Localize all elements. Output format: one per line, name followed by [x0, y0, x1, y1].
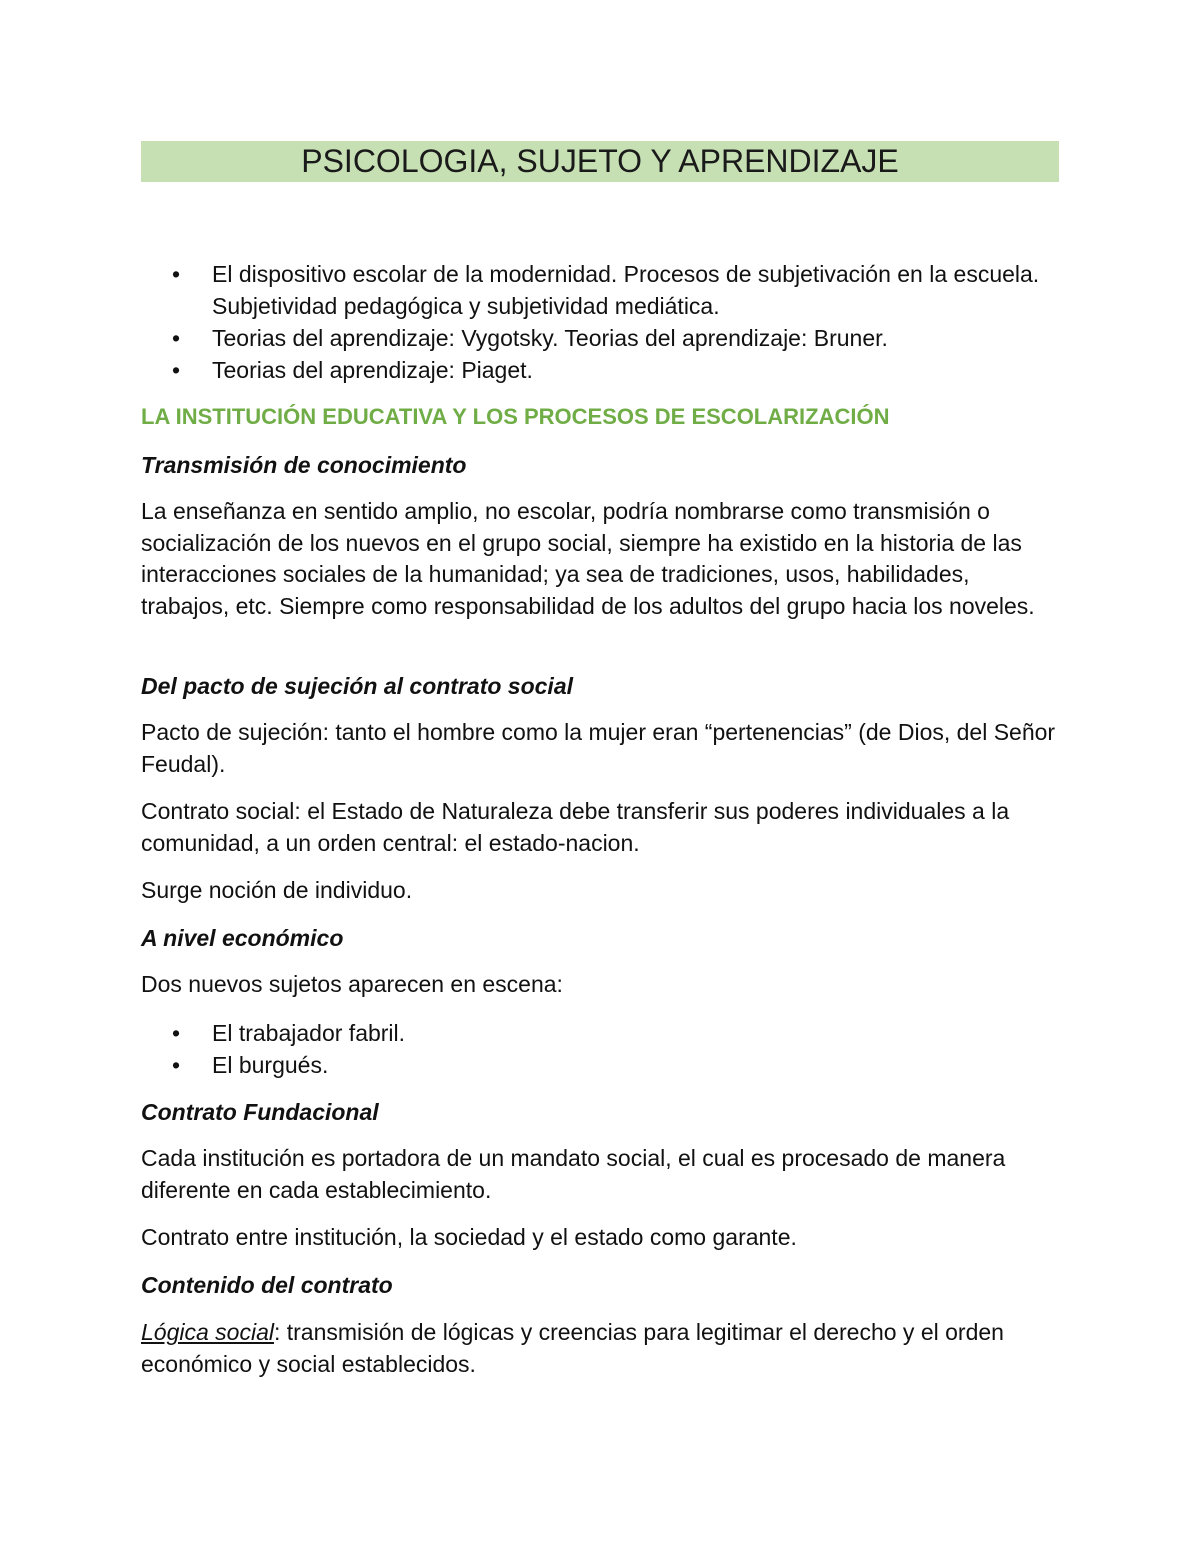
paragraph-pacto-sujecion: Pacto de sujeción: tanto el hombre como la mujer eran “pertenencias” (de Dios, del Señor Feudal).: [141, 719, 1056, 777]
list-item: [141, 258, 1059, 322]
paragraph-sujetos: Dos nuevos sujetos aparecen en escena:: [141, 971, 563, 997]
term-definition: : transmisión de lógicas y creencias para legitimar el derecho y el orden económico y social establecidos.: [141, 1319, 1004, 1377]
subjects-list: [141, 1017, 1059, 1081]
subheading-fundacional: Contrato Fundacional: [141, 1099, 379, 1125]
paragraph-mandato: Cada institución es portadora de un mandato social, el cual es procesado de manera diferente en cada establecimiento.: [141, 1145, 1006, 1203]
paragraph-logica-social: [141, 1317, 1059, 1380]
list-item-text: Teorias del aprendizaje: Piaget.: [212, 357, 533, 383]
subheading-pacto: Del pacto de sujeción al contrato social: [141, 673, 574, 699]
subheading-contenido: Contenido del contrato: [141, 1272, 393, 1298]
paragraph-transmision: La enseñanza en sentido amplio, no escolar, podría nombrarse como transmisión o socialización de los nuevos en el grupo social, siempre ha existido en la historia de las interacciones sociales de la humanidad; ya sea de tradiciones, usos, habilidades, trabajos, etc. Siempre como responsabilidad de los adultos del grupo hacia los noveles.: [141, 498, 1035, 619]
paragraph-contrato-social: Contrato social: el Estado de Naturaleza debe transferir sus poderes individuales a la comunidad, a un orden central: el estado-nacion.: [141, 798, 1010, 856]
document-page: [141, 141, 1059, 1377]
subheading-economico: A nivel económico: [141, 925, 344, 951]
list-item: • El trabajador fabril.: [141, 1017, 1059, 1049]
list-item: [141, 322, 1059, 354]
subheading-transmision: Transmisión de conocimiento: [141, 452, 467, 478]
list-item-lead: El: [212, 261, 233, 287]
list-item-text: dispositivo escolar de la modernidad. Procesos de subjetivación en la escuela. Subjetividad pedagógica y subjetividad mediática.: [212, 261, 1040, 319]
topics-list: [141, 258, 1059, 386]
list-item: • El burgués.: [141, 1049, 1059, 1081]
term-logica-social: Lógica social: [141, 1319, 274, 1345]
section-heading: LA INSTITUCIÓN EDUCATIVA Y LOS PROCESOS DE ESCOLARIZACIÓN: [141, 404, 890, 429]
document-title: PSICOLOGIA, SUJETO Y APRENDIZAJE: [141, 141, 1059, 182]
paragraph-individuo: Surge noción de individuo.: [141, 877, 413, 903]
list-item-text: Teorias del aprendizaje: Vygotsky. Teorias del aprendizaje: Bruner.: [212, 325, 888, 351]
list-item: [141, 354, 1059, 386]
paragraph-garante: Contrato entre institución, la sociedad y el estado como garante.: [141, 1224, 797, 1250]
